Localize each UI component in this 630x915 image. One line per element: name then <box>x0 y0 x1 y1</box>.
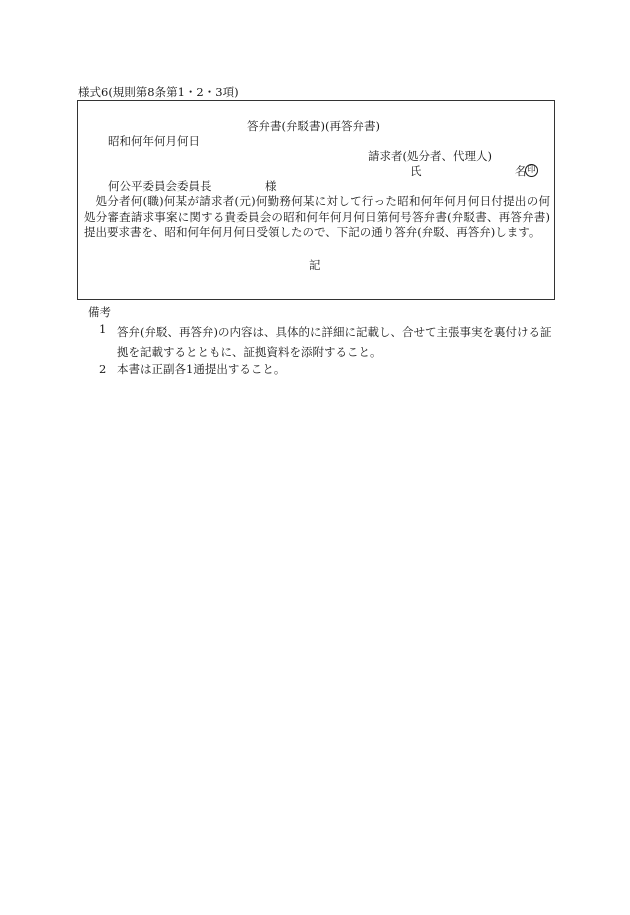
notes-heading: 備考 <box>88 305 111 319</box>
ki-heading: 記 <box>309 258 321 272</box>
form-number-label: 様式6(規則第8条第1・2・3項) <box>78 85 239 99</box>
body-paragraph: 処分者何(職)何某が請求者(元)何勤務何某に対して行った昭和何年何月何日付提出の何処分審査請求事案に関する貴委員会の昭和何年何月何日第何号答弁書(弁駁書、再答弁書)提出要求書を、昭和何年何月何日受領したので、下記の通り答弁(弁駁、再答弁)します。 <box>84 194 550 239</box>
note-text: 答弁(弁駁、再答弁)の内容は、具体的に詳細に記載し、合せて主張事実を裏付ける証拠を記載するとともに、証拠資料を添附すること。 <box>117 325 552 359</box>
document-date: 昭和何年何月何日 <box>108 134 200 148</box>
name-label: 氏 <box>410 164 422 178</box>
form-box <box>77 100 555 300</box>
requester-label: 請求者(処分者、代理人) <box>368 149 492 163</box>
name-suffix: 名 <box>515 164 527 178</box>
note-number: 1 <box>99 322 107 336</box>
note-number: 2 <box>99 362 107 376</box>
addressee: 何公平委員会委員長 <box>108 179 212 193</box>
addressee-suffix: 様 <box>265 179 277 193</box>
seal-icon: 印 <box>525 164 538 177</box>
document-title: 答弁書(弁駁書)(再答弁書) <box>247 119 380 133</box>
note-text: 本書は正副各1通提出すること。 <box>117 362 286 376</box>
